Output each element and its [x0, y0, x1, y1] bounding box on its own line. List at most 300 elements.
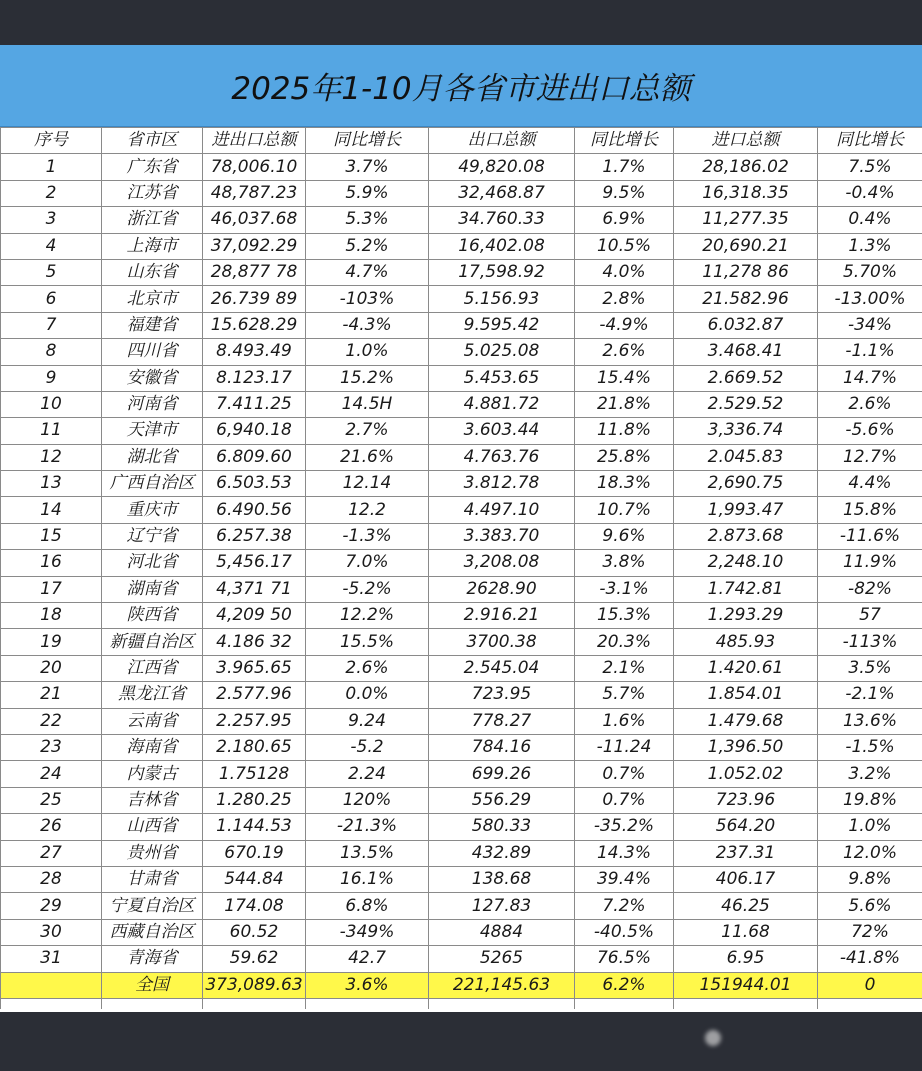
table-row-cell: 12.0%	[818, 840, 922, 866]
watermark	[705, 1024, 895, 1054]
table-row-cell: 湖北省	[102, 444, 203, 470]
table-row-cell: 21.6%	[306, 444, 429, 470]
total-row-cell: 221,145.63	[429, 972, 575, 998]
table-row-cell: 138.68	[429, 866, 575, 892]
spreadsheet-sheet	[0, 45, 922, 1012]
empty-cell	[102, 998, 203, 1009]
table-row-cell: 7.5%	[818, 154, 922, 180]
table-row-cell: 16.1%	[306, 866, 429, 892]
table-row-cell: 16,318.35	[674, 180, 818, 206]
table-row-cell: -11.6%	[818, 523, 922, 549]
table-row-cell: 1,993.47	[674, 497, 818, 523]
table-row-cell: 14.7%	[818, 365, 922, 391]
table-row-cell: 23	[1, 734, 102, 760]
table-row-cell: 48,787.23	[203, 180, 306, 206]
header-row-cell: 省市区	[102, 128, 203, 154]
table-row-cell: 16	[1, 550, 102, 576]
table-row-cell: -21.3%	[306, 814, 429, 840]
header-row-cell: 序号	[1, 128, 102, 154]
table-row-cell: 四川省	[102, 339, 203, 365]
table-row-cell: 2.873.68	[674, 523, 818, 549]
table-row-cell: 237.31	[674, 840, 818, 866]
table-row-cell: 11,278 86	[674, 259, 818, 285]
table-row-cell: 11.68	[674, 919, 818, 945]
empty-cell	[203, 998, 306, 1009]
table-row	[1, 418, 922, 444]
table-row-cell: 564.20	[674, 814, 818, 840]
table-row-cell: 2.257.95	[203, 708, 306, 734]
table-row-cell: 6.809.60	[203, 444, 306, 470]
table-row-cell: -1.1%	[818, 339, 922, 365]
table-row-cell: 27	[1, 840, 102, 866]
table-row-cell: 9.5%	[575, 180, 674, 206]
table-title: 2025年1-10月各省市进出口总额	[231, 71, 691, 107]
table-row	[1, 761, 922, 787]
table-row-cell: 8.123.17	[203, 365, 306, 391]
table-row-cell: 2.7%	[306, 418, 429, 444]
table-row-cell: 11	[1, 418, 102, 444]
table-row-cell: 4.4%	[818, 471, 922, 497]
table-row	[1, 523, 922, 549]
table-row-cell: 3,208.08	[429, 550, 575, 576]
table-row-cell: 14.3%	[575, 840, 674, 866]
table-row-cell: 25.8%	[575, 444, 674, 470]
table-row-cell: 12.14	[306, 471, 429, 497]
table-row-cell: 4	[1, 233, 102, 259]
table-row-cell: 4.881.72	[429, 391, 575, 417]
table-row-cell: 1.3%	[818, 233, 922, 259]
table-row-cell: 浙江省	[102, 207, 203, 233]
table-row-cell: 2.045.83	[674, 444, 818, 470]
table-row-cell: 12.7%	[818, 444, 922, 470]
table-row-cell: 5.7%	[575, 682, 674, 708]
table-row-cell: 2.1%	[575, 655, 674, 681]
table-row-cell: 10	[1, 391, 102, 417]
table-row-cell: -11.24	[575, 734, 674, 760]
table-row-cell: 18.3%	[575, 471, 674, 497]
table-row-cell: 1.0%	[306, 339, 429, 365]
table-row-cell: 15.628.29	[203, 312, 306, 338]
total-row	[1, 972, 922, 998]
table-row-cell: 吉林省	[102, 787, 203, 813]
empty-cell	[674, 998, 818, 1009]
table-row-cell: 723.95	[429, 682, 575, 708]
table-row	[1, 840, 922, 866]
header-row-cell: 出口总额	[429, 128, 575, 154]
table-row-cell: 120%	[306, 787, 429, 813]
table-row-cell: 13.6%	[818, 708, 922, 734]
table-row-cell: 2.6%	[818, 391, 922, 417]
table-row-cell: 3.812.78	[429, 471, 575, 497]
table-row-cell: 5.156.93	[429, 286, 575, 312]
header-row-cell: 同比增长	[575, 128, 674, 154]
table-row-cell: 河北省	[102, 550, 203, 576]
table-row	[1, 603, 922, 629]
table-row-cell: 西藏自治区	[102, 919, 203, 945]
table-row-cell: 29	[1, 893, 102, 919]
total-row-cell: 全国	[102, 972, 203, 998]
table-row-cell: 2.6%	[575, 339, 674, 365]
table-row-cell: 174.08	[203, 893, 306, 919]
table-row-cell: 6	[1, 286, 102, 312]
total-row-cell: 0	[818, 972, 922, 998]
table-row-cell: 7	[1, 312, 102, 338]
table-row-cell: -1.5%	[818, 734, 922, 760]
table-row-cell: 2,248.10	[674, 550, 818, 576]
table-row-cell: 7.411.25	[203, 391, 306, 417]
table-row-cell: 山东省	[102, 259, 203, 285]
table-row-cell: -41.8%	[818, 946, 922, 972]
table-row	[1, 629, 922, 655]
table-row-cell: -13.00%	[818, 286, 922, 312]
table-row-cell: 宁夏自治区	[102, 893, 203, 919]
table-row-cell: 1.742.81	[674, 576, 818, 602]
table-row-cell: 4884	[429, 919, 575, 945]
table-row-cell: 42.7	[306, 946, 429, 972]
table-row-cell: 30	[1, 919, 102, 945]
table-row-cell: 39.4%	[575, 866, 674, 892]
table-row-cell: 3,336.74	[674, 418, 818, 444]
table-row-cell: 8	[1, 339, 102, 365]
title-banner	[0, 45, 922, 127]
table-row-cell: 黑龙江省	[102, 682, 203, 708]
table-row-cell: 3.965.65	[203, 655, 306, 681]
empty-cell	[429, 998, 575, 1009]
table-row	[1, 919, 922, 945]
table-row	[1, 550, 922, 576]
table-row-cell: 699.26	[429, 761, 575, 787]
table-row-cell: 4.7%	[306, 259, 429, 285]
table-row-cell: 2.24	[306, 761, 429, 787]
table-row-cell: 78,006.10	[203, 154, 306, 180]
table-row-cell: -1.3%	[306, 523, 429, 549]
table-row-cell: 甘肃省	[102, 866, 203, 892]
empty-row	[1, 998, 922, 1009]
total-row-cell: 3.6%	[306, 972, 429, 998]
table-row-cell: 12	[1, 444, 102, 470]
empty-cell	[1, 998, 102, 1009]
table-row-cell: 15.2%	[306, 365, 429, 391]
table-row-cell: 2.529.52	[674, 391, 818, 417]
table-row-cell: -103%	[306, 286, 429, 312]
table-row-cell: 4.186 32	[203, 629, 306, 655]
header-row-cell: 同比增长	[306, 128, 429, 154]
header-row-cell: 同比增长	[818, 128, 922, 154]
table-row-cell: 3	[1, 207, 102, 233]
table-row-cell: -34%	[818, 312, 922, 338]
table-row-cell: -0.4%	[818, 180, 922, 206]
table-row-cell: 陕西省	[102, 603, 203, 629]
table-row-cell: 7.2%	[575, 893, 674, 919]
table-row-cell: 12.2	[306, 497, 429, 523]
table-row	[1, 286, 922, 312]
table-row-cell: -40.5%	[575, 919, 674, 945]
total-row-cell	[1, 972, 102, 998]
table-row-cell: 15.3%	[575, 603, 674, 629]
table-row-cell: 20	[1, 655, 102, 681]
table-row-cell: 544.84	[203, 866, 306, 892]
table-row-cell: 天津市	[102, 418, 203, 444]
table-row-cell: 778.27	[429, 708, 575, 734]
table-row-cell: 5.3%	[306, 207, 429, 233]
table-row-cell: 24	[1, 761, 102, 787]
table-row	[1, 734, 922, 760]
table-row-cell: 2,690.75	[674, 471, 818, 497]
table-row-cell: 辽宁省	[102, 523, 203, 549]
table-row	[1, 946, 922, 972]
table-row-cell: 28,186.02	[674, 154, 818, 180]
watermark-logo-icon	[705, 1030, 721, 1046]
table-row	[1, 339, 922, 365]
table-row-cell: 上海市	[102, 233, 203, 259]
table-row-cell: -4.9%	[575, 312, 674, 338]
table-row-cell: 6.032.87	[674, 312, 818, 338]
table-row-cell: 江西省	[102, 655, 203, 681]
table-row-cell: 3.468.41	[674, 339, 818, 365]
table-row-cell: 20.3%	[575, 629, 674, 655]
table-row-cell: 16,402.08	[429, 233, 575, 259]
table-row	[1, 576, 922, 602]
table-row-cell: 2	[1, 180, 102, 206]
table-row	[1, 471, 922, 497]
table-row	[1, 391, 922, 417]
table-row-cell: 25	[1, 787, 102, 813]
table-row-cell: 21.582.96	[674, 286, 818, 312]
table-row-cell: 6.8%	[306, 893, 429, 919]
table-row-cell: 13.5%	[306, 840, 429, 866]
table-row-cell: 青海省	[102, 946, 203, 972]
table-row-cell: 3.603.44	[429, 418, 575, 444]
table-row-cell: 15	[1, 523, 102, 549]
total-row-cell: 373,089.63	[203, 972, 306, 998]
table-row	[1, 866, 922, 892]
table-row-cell: 20,690.21	[674, 233, 818, 259]
table-row-cell: 2.577.96	[203, 682, 306, 708]
table-row-cell: 580.33	[429, 814, 575, 840]
table-row-cell: 7.0%	[306, 550, 429, 576]
table-row-cell: 3.383.70	[429, 523, 575, 549]
table-row-cell: -5.2%	[306, 576, 429, 602]
table-row-cell: 46.25	[674, 893, 818, 919]
table-row-cell: 6.257.38	[203, 523, 306, 549]
header-row-cell: 进口总额	[674, 128, 818, 154]
table-row-cell: 723.96	[674, 787, 818, 813]
table-row-cell: 28	[1, 866, 102, 892]
table-row-cell: 0.7%	[575, 787, 674, 813]
table-row-cell: 26.739 89	[203, 286, 306, 312]
table-row-cell: 10.7%	[575, 497, 674, 523]
table-row-cell: 5.6%	[818, 893, 922, 919]
table-row-cell: 湖南省	[102, 576, 203, 602]
header-row	[1, 128, 922, 154]
table-row-cell: 安徽省	[102, 365, 203, 391]
table-row-cell: 5,456.17	[203, 550, 306, 576]
table-row-cell: 河南省	[102, 391, 203, 417]
table-row-cell: 485.93	[674, 629, 818, 655]
table-row-cell: 1.293.29	[674, 603, 818, 629]
table-row-cell: 784.16	[429, 734, 575, 760]
table-row-cell: 15.5%	[306, 629, 429, 655]
table-row-cell: 6.503.53	[203, 471, 306, 497]
table-row-cell: 9.8%	[818, 866, 922, 892]
total-row-cell: 6.2%	[575, 972, 674, 998]
table-row	[1, 365, 922, 391]
table-row-cell: 1.280.25	[203, 787, 306, 813]
table-row-cell: -82%	[818, 576, 922, 602]
table-row	[1, 444, 922, 470]
table-row-cell: 10.5%	[575, 233, 674, 259]
table-row	[1, 708, 922, 734]
table-row-cell: 60.52	[203, 919, 306, 945]
table-row-cell: 6.95	[674, 946, 818, 972]
table-row-cell: 2.8%	[575, 286, 674, 312]
table-row-cell: 2.180.65	[203, 734, 306, 760]
table-row-cell: 新疆自治区	[102, 629, 203, 655]
table-row-cell: -35.2%	[575, 814, 674, 840]
table-row-cell: 127.83	[429, 893, 575, 919]
empty-cell	[575, 998, 674, 1009]
table-row	[1, 497, 922, 523]
table-row-cell: 1.75128	[203, 761, 306, 787]
table-row-cell: 1.052.02	[674, 761, 818, 787]
table-row-cell: 4,371 71	[203, 576, 306, 602]
table-row	[1, 814, 922, 840]
table-row-cell: 72%	[818, 919, 922, 945]
table-row-cell: 5265	[429, 946, 575, 972]
table-row-cell: 556.29	[429, 787, 575, 813]
table-row	[1, 259, 922, 285]
table-row-cell: 山西省	[102, 814, 203, 840]
table-row	[1, 180, 922, 206]
table-row-cell: 3700.38	[429, 629, 575, 655]
table-row-cell: 5.025.08	[429, 339, 575, 365]
table-row-cell: 重庆市	[102, 497, 203, 523]
table-row-cell: 31	[1, 946, 102, 972]
table-row-cell: 2.669.52	[674, 365, 818, 391]
table-row	[1, 682, 922, 708]
table-row-cell: 5.9%	[306, 180, 429, 206]
table-row-cell: 2628.90	[429, 576, 575, 602]
table-row-cell: 432.89	[429, 840, 575, 866]
table-row-cell: -4.3%	[306, 312, 429, 338]
trade-table	[0, 127, 922, 1009]
table-row-cell: -3.1%	[575, 576, 674, 602]
table-row	[1, 655, 922, 681]
table-row-cell: 广东省	[102, 154, 203, 180]
table-row	[1, 207, 922, 233]
table-row-cell: 12.2%	[306, 603, 429, 629]
table-row-cell: 福建省	[102, 312, 203, 338]
table-row	[1, 787, 922, 813]
total-row-cell: 151944.01	[674, 972, 818, 998]
table-row-cell: 内蒙古	[102, 761, 203, 787]
table-row-cell: 17	[1, 576, 102, 602]
table-row-cell: 2.545.04	[429, 655, 575, 681]
table-row-cell: 海南省	[102, 734, 203, 760]
header-row-cell: 进出口总额	[203, 128, 306, 154]
table-row-cell: 3.8%	[575, 550, 674, 576]
table-row-cell: 670.19	[203, 840, 306, 866]
table-row-cell: 57	[818, 603, 922, 629]
table-row-cell: -113%	[818, 629, 922, 655]
table-row-cell: 28,877 78	[203, 259, 306, 285]
table-row-cell: 32,468.87	[429, 180, 575, 206]
table-row-cell: 34.760.33	[429, 207, 575, 233]
table-row-cell: 4.497.10	[429, 497, 575, 523]
table-row-cell: 北京市	[102, 286, 203, 312]
table-row-cell: 15.4%	[575, 365, 674, 391]
table-row-cell: 江苏省	[102, 180, 203, 206]
table-row-cell: -349%	[306, 919, 429, 945]
table-row-cell: 3.2%	[818, 761, 922, 787]
empty-cell	[818, 998, 922, 1009]
table-row	[1, 154, 922, 180]
table-row-cell: 1.7%	[575, 154, 674, 180]
table-row-cell: 5	[1, 259, 102, 285]
table-row-cell: 4.0%	[575, 259, 674, 285]
table-row-cell: 11.9%	[818, 550, 922, 576]
table-row-cell: 1,396.50	[674, 734, 818, 760]
table-row-cell: -5.6%	[818, 418, 922, 444]
table-row-cell: 19	[1, 629, 102, 655]
table-row-cell: 5.70%	[818, 259, 922, 285]
table-row-cell: 59.62	[203, 946, 306, 972]
table-row-cell: 9.595.42	[429, 312, 575, 338]
table-row-cell: 26	[1, 814, 102, 840]
table-row-cell: -2.1%	[818, 682, 922, 708]
table-row-cell: 5.453.65	[429, 365, 575, 391]
table-row-cell: -5.2	[306, 734, 429, 760]
table-row-cell: 14.5H	[306, 391, 429, 417]
table-row-cell: 46,037.68	[203, 207, 306, 233]
table-row-cell: 22	[1, 708, 102, 734]
table-row-cell: 广西自治区	[102, 471, 203, 497]
table-row-cell: 1.479.68	[674, 708, 818, 734]
table-row-cell: 6.490.56	[203, 497, 306, 523]
table-row	[1, 233, 922, 259]
table-row-cell: 14	[1, 497, 102, 523]
table-row-cell: 17,598.92	[429, 259, 575, 285]
table-row-cell: 云南省	[102, 708, 203, 734]
table-row-cell: 1	[1, 154, 102, 180]
table-row-cell: 1.854.01	[674, 682, 818, 708]
table-row-cell: 6.9%	[575, 207, 674, 233]
table-row-cell: 11,277.35	[674, 207, 818, 233]
table-row-cell: 37,092.29	[203, 233, 306, 259]
empty-cell	[306, 998, 429, 1009]
table-row-cell: 18	[1, 603, 102, 629]
table-row-cell: 1.6%	[575, 708, 674, 734]
table-row-cell: 1.144.53	[203, 814, 306, 840]
table-row-cell: 1.0%	[818, 814, 922, 840]
table-row-cell: 贵州省	[102, 840, 203, 866]
table-row-cell: 0.7%	[575, 761, 674, 787]
table-row-cell: 406.17	[674, 866, 818, 892]
table-row-cell: 11.8%	[575, 418, 674, 444]
table-row-cell: 9	[1, 365, 102, 391]
table-row-cell: 1.420.61	[674, 655, 818, 681]
table-row-cell: 2.916.21	[429, 603, 575, 629]
table-row-cell: 76.5%	[575, 946, 674, 972]
table-row-cell: 4.763.76	[429, 444, 575, 470]
table-row-cell: 21	[1, 682, 102, 708]
table-row-cell: 9.24	[306, 708, 429, 734]
table-row	[1, 893, 922, 919]
table-row-cell: 2.6%	[306, 655, 429, 681]
table-row-cell: 49,820.08	[429, 154, 575, 180]
table-row-cell: 9.6%	[575, 523, 674, 549]
table-row-cell: 5.2%	[306, 233, 429, 259]
